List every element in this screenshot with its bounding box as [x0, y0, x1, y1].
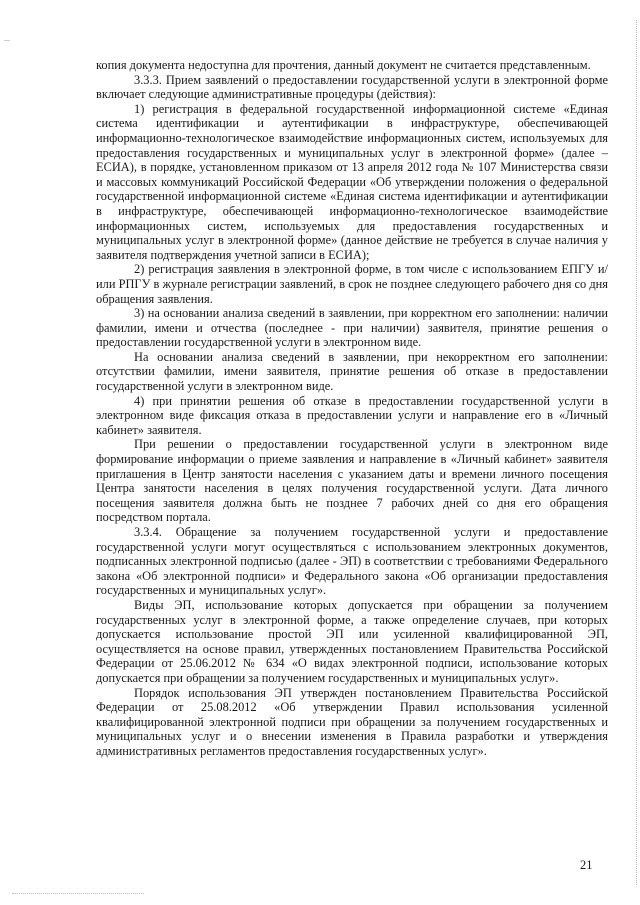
paragraph: 3) на основании анализа сведений в заявлении, при корректном его заполнении: наличии фамилии, имени и отчества (последнее - при наличии) заявителя, принятие решения о предоставлении государственной услуги в электронном виде.: [96, 306, 608, 350]
paragraph: 3.3.4. Обращение за получением государственной услуги и предоставление государственной услуги могут осуществляться с использованием электронных документов, подписанных электронной подписью (далее - ЭП) в соответствии с требованиями Федерального закона «Об электронной подписи» и Федерального закона «Об организации предоставления государственных и муниципальных услуг».: [96, 525, 608, 598]
paragraph: 2) регистрация заявления в электронной форме, в том числе с использованием ЕПГУ и/или РПГУ в журнале регистрации заявлений, в срок не позднее следующего рабочего дня со дня обращения заявления.: [96, 262, 608, 306]
paragraph: Виды ЭП, использование которых допускается при обращении за получением государственных услуг в электронной форме, а также определение случаев, при которых допускается использование простой ЭП или усиленной квалифицированной ЭП, осуществляется на основе правил, утвержденных постановлением Правительства Российской Федерации от 25.06.2012 № 634 «О видах электронной подписи, использование которых допускается при обращении за получением государственных и муниципальных услуг».: [96, 597, 608, 685]
paragraph: 4) при принятии решения об отказе в предоставлении государственной услуги в электронном виде фиксация отказа в предоставлении услуги и направление его в «Личный кабинет» заявителя.: [96, 393, 608, 437]
paragraph: копия документа недоступна для прочтения, данный документ не считается представленным.: [96, 58, 591, 72]
paragraph: 1) регистрация в федеральной государственной информационной системе «Единая система идентификации и аутентификации в инфраструктуре, обеспечивающей информационно-технологическое взаимодействие информационных систем, используемых для предоставления государственных и муниципальных услуг в электронной форме» (далее – ЕСИА), в порядке, установленном приказом от 13 апреля 2012 года № 107 Министерства связи и массовых коммуникаций Российской Федерации «Об утверждении положения о федеральной государственной информационной системе «Единая система идентификации и аутентификации в инфраструктуре, обеспечивающей информационно-технологическое взаимодействие информационных систем, используемых для предоставления государственных и муниципальных услуг в электронной форме» (данное действие не требуется в случае наличия у заявителя подтверждения учетной записи в ЕСИА);: [96, 101, 608, 262]
paragraph: Порядок использования ЭП утвержден постановлением Правительства Российской Федерации от 25.08.2012 «Об утверждении Правил использования усиленной квалифицированной электронной подписи при обращении за получением государственных и муниципальных услуг и о внесении изменения в Правила разработки и утверждения административных регламентов предоставления государственных услуг».: [96, 685, 608, 758]
page-number: 21: [580, 858, 593, 872]
paragraph: На основании анализа сведений в заявлении, при некорректном его заполнении: отсутствии фамилии, имени заявителя, принятие решения об отказе в предоставлении государственной услуги в электронном виде.: [96, 349, 608, 394]
document-body: [96, 58, 608, 759]
paragraph: При решении о предоставлении государственной услуги в электронном виде формирование информации о приеме заявления и направление в «Личный кабинет» заявителя приглашения в Центр занятости населения с указанием даты и времени личного посещения Центра занятости населения в целях получения государственной услуги. Дата личного посещения заявителя должна быть не позднее 7 рабочих дней со дня его обращения посредством портала.: [96, 437, 608, 525]
paragraph: 3.3.3. Прием заявлений о предоставлении государственной услуги в электронной форме включает следующие административные процедуры (действия):: [96, 72, 608, 102]
scan-edge-mark: [4, 40, 10, 41]
scan-edge-line: [636, 20, 637, 885]
scan-bottom-mark: [12, 893, 144, 894]
